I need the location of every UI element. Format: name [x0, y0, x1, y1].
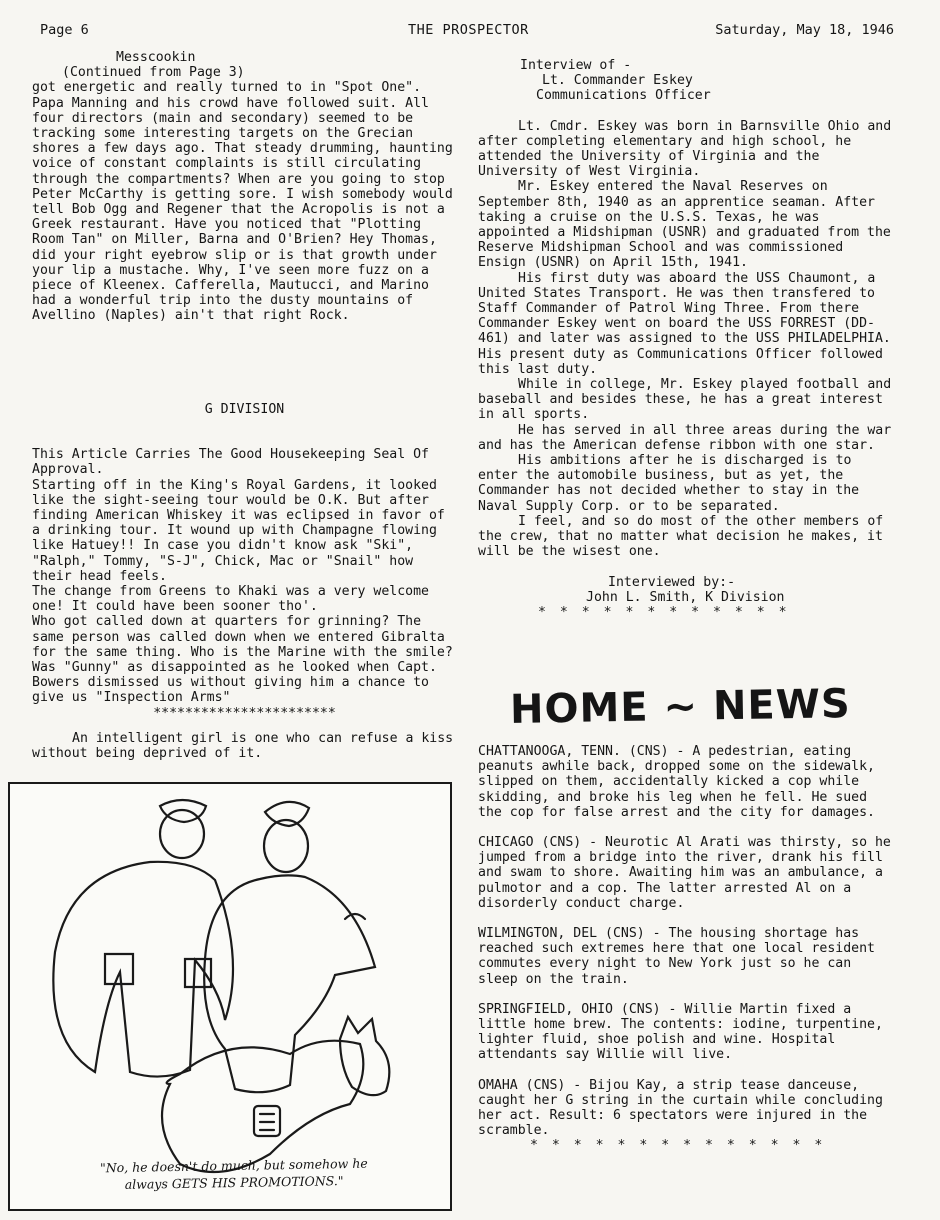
interview-name: Lt. Commander Eskey	[542, 73, 693, 89]
g-division-tour: Starting off in the King's Royal Gardens, it looked like the sight-seeing tour would be O.K. But after finding American Whiskey it was eclipsed in favor of a drinking tour. It wound up with Champagne flowing like Hatuey!! In case you didn't know ask "Ski", "Ralph," Tommy, "S-J", Chick, Mac or "Snail" how their head feels.	[32, 477, 445, 584]
messcookin-title: Messcookin	[116, 50, 196, 65]
messcookin-body: got energetic and really turned to in "Spot One". Papa Manning and his crowd have followed suit. All four directors (main and secondary) seemed to be tracking some interesting targets on the Grecian shores a few days ago. That steady drumming, haunting voice of constant complaints is still circulating through the compartments? When are you going to stop Peter McCarthy is getting sore. I wish somebody would tell Bob Ogg and Regener that the Acropolis is not a Greek restaurant. Have you noticed that "Plotting Room Tan" on Miller, Barna and O'Brien? Hey Thomas, did your right eyebrow slip or is that growth under your lip a mustache. Why, I've seen more fuzz on a piece of Kleenex. Cafferella, Mautucci, and Marino had a wonderful trip into the dusty mountains of Avellino (Naples) ain't that right Rock.	[32, 80, 453, 324]
interview-p4: While in college, Mr. Eskey played football and baseball and besides these, he has a great interest in all sports.	[478, 377, 892, 423]
sailor-right-body	[204, 875, 375, 1092]
news-item: CHATTANOOGA, TENN. (CNS) - A pedestrian, eating peanuts awhile back, dropped some on the sidewalk, slipped on them, accidentally kicked a cop while skidding, and broke his leg when he fell. He sued the cop for false arrest and the city for damages.	[478, 744, 875, 820]
interview-p3: His first duty was aboard the USS Chaumont, a United States Transport. He was then transfered to Staff Commander of Patrol Wing Three. From there Commander Eskey went on board the USS FORREST (DD-461) and later was assigned to the USS PHILADELPHIA. His present duty as Communications Officer followed this last duty.	[478, 270, 891, 377]
interview-role: Communications Officer	[536, 88, 711, 104]
continued-note: (Continued from Page 3)	[62, 65, 245, 81]
sailor-left-body	[53, 862, 233, 1077]
masthead-title: THE PROSPECTOR	[408, 22, 529, 38]
home-news-heading: HOME ~ NEWS	[509, 681, 852, 733]
end-stars: * * * * * * * * * * * * * *	[530, 1138, 826, 1154]
interview-title: Interview of -	[520, 58, 632, 73]
interview-p6: His ambitions after he is discharged is to enter the automobile business, but as yet, the Commander has not decided whether to stay in the Naval Supply Corp. or to be separated.	[478, 453, 860, 514]
issue-date: Saturday, May 18, 1946	[715, 22, 894, 38]
interview-p2: Mr. Eskey entered the Naval Reserves on September 8th, 1940 as an apprentice seaman. After taking a cruise on the U.S.S. Texas, he was appointed a Midshipman (USNR) and graduated from the Reserve Midshipman School and was commissioned Ensign (USNR) on April 15th, 1941.	[478, 179, 891, 271]
caption-line-2: always GETS HIS PROMOTIONS."	[124, 1173, 344, 1192]
quip: An intelligent girl is one who can refuse a kiss without being deprived of it.	[32, 730, 454, 762]
byline-label: Interviewed by:-	[608, 574, 736, 590]
news-item: SPRINGFIELD, OHIO (CNS) - Willie Martin fixed a little home brew. The contents: iodine, turpentine, lighter fluid, shoe polish and wine. Hospital attendants say Willie will live.	[478, 1001, 883, 1063]
cartoon	[8, 782, 452, 1211]
g-division-title: G DIVISION	[204, 402, 285, 417]
interview-p1: Lt. Cmdr. Eskey was born in Barnsville Ohio and after completing elementary and high school, he attended the University of Virginia and the University of West Virginia.	[478, 118, 892, 180]
byline-author: John L. Smith, K Division	[586, 589, 785, 605]
sailor-left-head	[160, 810, 204, 858]
sailor-right-head	[264, 820, 308, 872]
g-division-grinning: Who got called down at quarters for grinning? The same person was called down when we entered Gibralta for the same thing. Who is the Marine with the smile?	[32, 614, 453, 660]
interview-p7: I feel, and so do most of the other members of the crew, that no matter what decision he makes, it will be the wisest one.	[478, 513, 884, 560]
home-news-items	[478, 744, 898, 1169]
interview-section	[478, 58, 898, 620]
g-division-seal: This Article Carries The Good Housekeeping Seal Of Approval.	[32, 447, 429, 478]
g-division-section	[32, 402, 457, 761]
interview-p5: He has served in all three areas during the war and has the American defense ribbon with one star.	[478, 422, 892, 453]
crouching-figure-head	[340, 1017, 389, 1095]
page-number: Page 6	[40, 22, 89, 38]
news-item: WILMINGTON, DEL (CNS) - The housing shortage has reached such extremes here that one local resident commutes every night to New York just so he can sleep on the train.	[478, 926, 875, 987]
caption-line-1: "No, he doesn't do much, but somehow he	[99, 1155, 368, 1176]
messcookin-section	[32, 50, 457, 324]
g-division-gunny: Was "Gunny" as disappointed as he looked when Capt. Bowers dismissed us without giving him a chance to give us "Inspection Arms"	[32, 660, 437, 706]
sailor-right-hat	[265, 802, 309, 826]
cartoon-drawing	[10, 784, 450, 1209]
interview-stars: * * * * * * * * * * * *	[538, 604, 790, 620]
news-item: OMAHA (CNS) - Bijou Kay, a strip tease danceuse, caught her G string in the curtain while concluding her act. Result: 6 spectators were injured in the scramble.	[478, 1077, 883, 1139]
g-division-khaki: The change from Greens to Khaki was a very welcome one! It could have been sooner tho'.	[32, 584, 429, 615]
section-stars: ***********************	[153, 705, 336, 721]
news-item: CHICAGO (CNS) - Neurotic Al Arati was thirsty, so he jumped from a bridge into the river, drank his fill and swam to shore. Awaiting him was an ambulance, a pulmotor and a cop. The latter arrested Al on a disorderly conduct charge.	[478, 835, 891, 911]
